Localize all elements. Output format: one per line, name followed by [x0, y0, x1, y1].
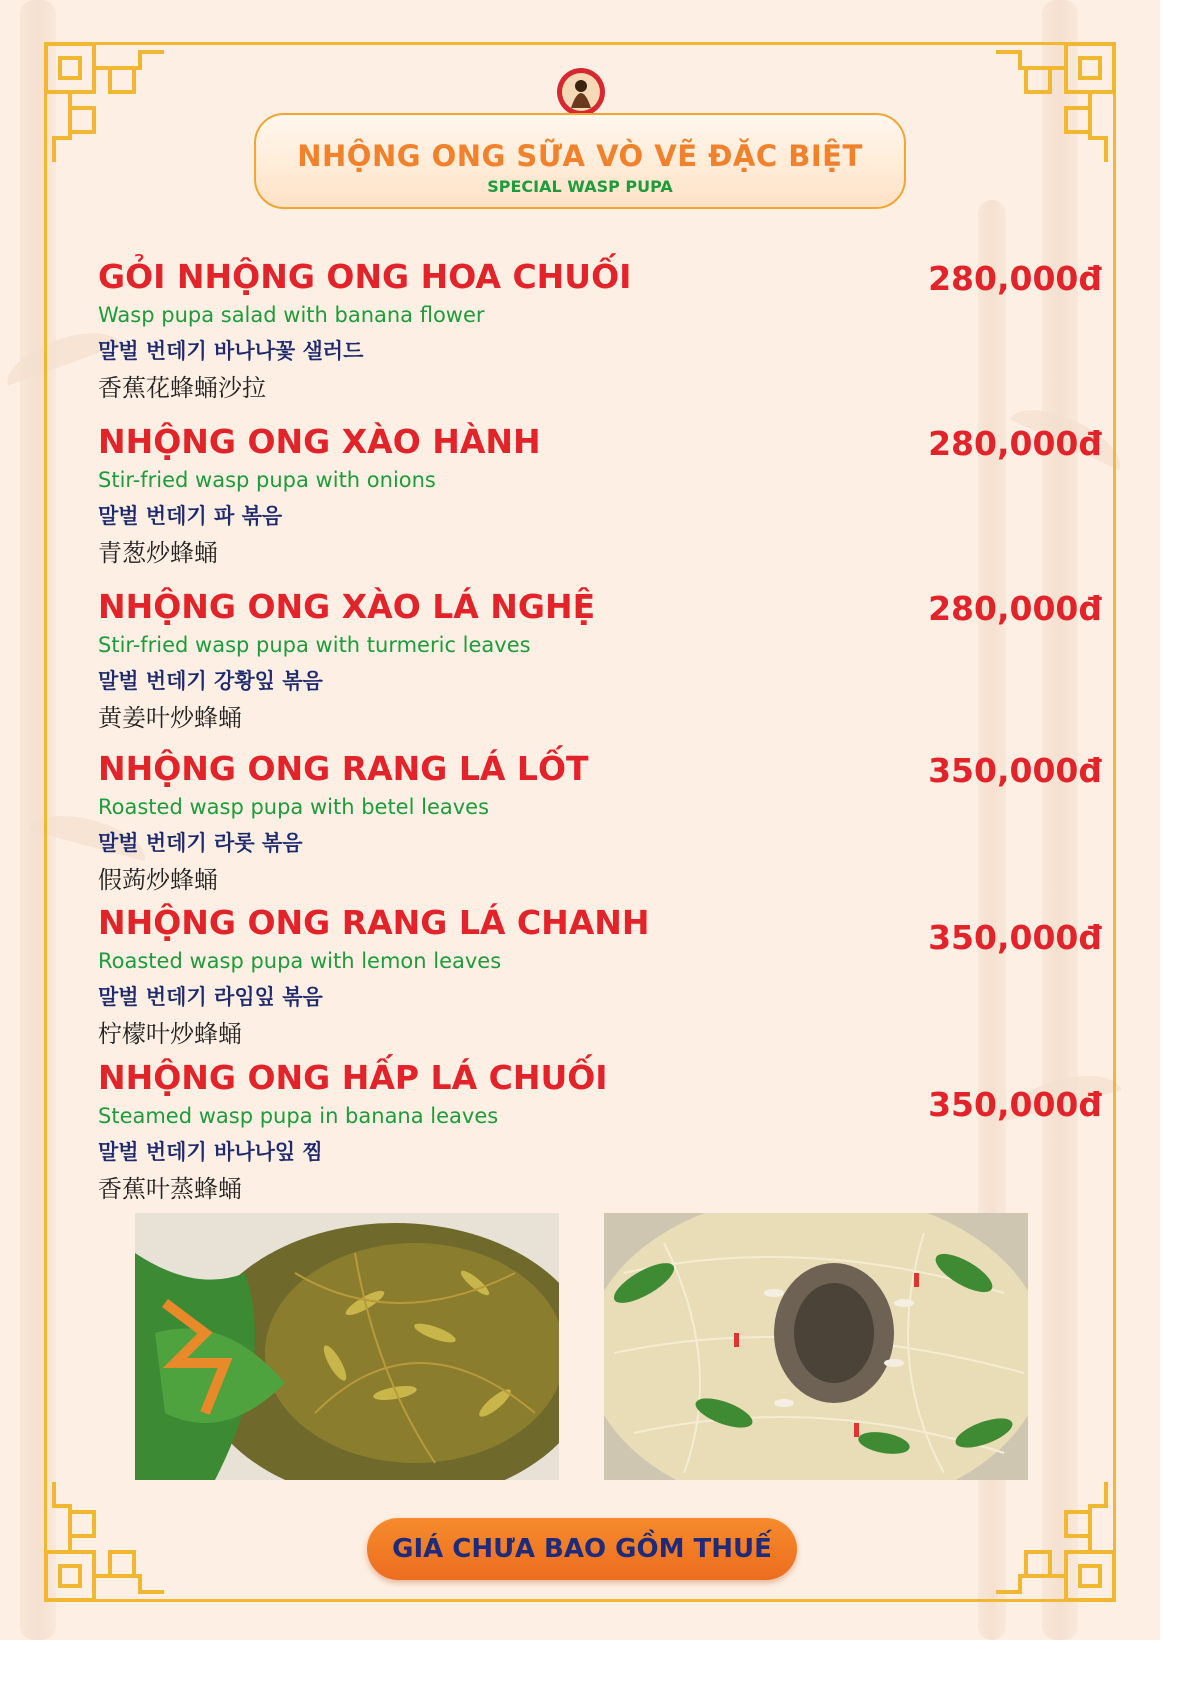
- item-name-vietnamese: NHỘNG ONG RANG LÁ CHANH: [98, 903, 650, 942]
- item-name-korean: 말벌 번데기 바나나꽃 샐러드: [98, 339, 364, 363]
- item-name-vietnamese: NHỘNG ONG HẤP LÁ CHUỐI: [98, 1058, 608, 1097]
- item-name-vietnamese: NHỘNG ONG XÀO HÀNH: [98, 422, 541, 461]
- corner-ornament-bottom-left: [40, 1476, 170, 1606]
- item-name-chinese: 香蕉花蜂蛹沙拉: [98, 374, 266, 402]
- header-banner: [254, 113, 906, 209]
- page-title: NHỘNG ONG SỮA VÒ VẼ ĐẶC BIỆT: [297, 139, 863, 173]
- item-name-korean: 말벌 번데기 라롯 볶음: [98, 831, 303, 855]
- tax-note-badge: GIÁ CHƯA BAO GỒM THUẾ: [367, 1518, 797, 1580]
- item-name-chinese: 黄姜叶炒蜂蛹: [98, 704, 242, 732]
- item-price: 350,000đ: [928, 1085, 1102, 1124]
- item-price: 280,000đ: [928, 589, 1102, 628]
- item-price: 280,000đ: [928, 424, 1102, 463]
- item-name-chinese: 青葱炒蜂蛹: [98, 539, 218, 567]
- item-name-english: Roasted wasp pupa with betel leaves: [98, 795, 490, 819]
- item-price: 280,000đ: [928, 259, 1102, 298]
- item-name-korean: 말벌 번데기 바나나잎 찜: [98, 1140, 323, 1164]
- page-subtitle: SPECIAL WASP PUPA: [487, 177, 673, 196]
- item-name-vietnamese: NHỘNG ONG RANG LÁ LỐT: [98, 749, 589, 788]
- item-price: 350,000đ: [928, 751, 1102, 790]
- item-name-english: Stir-fried wasp pupa with onions: [98, 468, 436, 492]
- item-name-korean: 말벌 번데기 파 볶음: [98, 504, 283, 528]
- item-name-chinese: 香蕉叶蒸蜂蛹: [98, 1175, 242, 1203]
- item-name-english: Roasted wasp pupa with lemon leaves: [98, 949, 502, 973]
- item-name-korean: 말벌 번데기 강황잎 볶음: [98, 669, 323, 693]
- item-name-english: Wasp pupa salad with banana flower: [98, 303, 485, 327]
- item-name-chinese: 柠檬叶炒蜂蛹: [98, 1020, 242, 1048]
- item-price: 350,000đ: [928, 918, 1102, 957]
- item-name-korean: 말벌 번데기 라임잎 볶음: [98, 985, 323, 1009]
- corner-ornament-bottom-right: [990, 1476, 1120, 1606]
- menu-item: [98, 1058, 1078, 1205]
- wasp-pupa-salad-photo: [604, 1213, 1028, 1480]
- item-name-english: Steamed wasp pupa in banana leaves: [98, 1104, 499, 1128]
- item-name-vietnamese: GỎI NHỘNG ONG HOA CHUỐI: [98, 257, 632, 296]
- item-name-english: Stir-fried wasp pupa with turmeric leaves: [98, 633, 531, 657]
- corner-ornament-top-right: [990, 38, 1120, 168]
- corner-ornament-top-left: [40, 38, 170, 168]
- stir-fried-wasp-pupa-photo: [135, 1213, 559, 1480]
- item-name-vietnamese: NHỘNG ONG XÀO LÁ NGHỆ: [98, 587, 596, 626]
- item-name-chinese: 假蒟炒蜂蛹: [98, 866, 218, 894]
